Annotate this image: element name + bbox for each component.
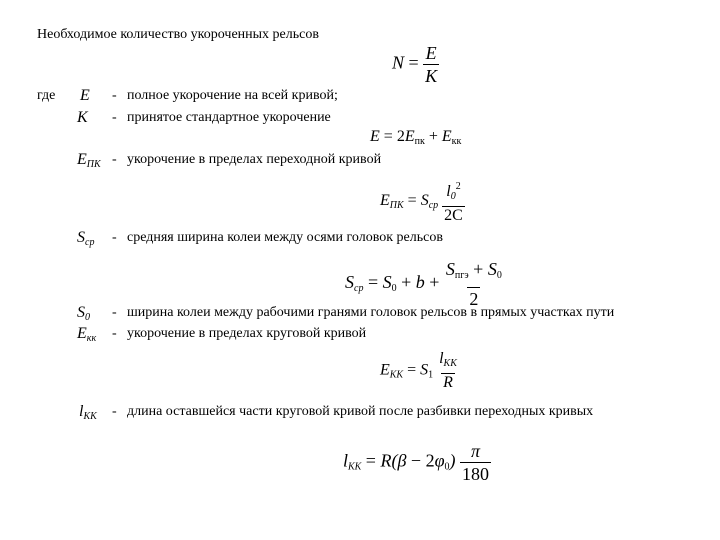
formula-ssr-numerator bbox=[444, 258, 504, 287]
formula-ekk-s: S bbox=[420, 361, 429, 379]
formula-lkk-phi-sub: 0 bbox=[444, 461, 450, 473]
formula-n-denominator: K bbox=[425, 66, 438, 86]
def-epk-letter: E bbox=[77, 151, 87, 168]
def-k-text: принятое стандартное укорочение bbox=[127, 110, 331, 125]
def-epk-text: укорочение в пределах переходной кривой bbox=[127, 152, 382, 167]
formula-lkk-eq: = bbox=[365, 450, 376, 471]
formula-ssr-eq: = bbox=[367, 272, 379, 293]
formula-epk-eq: = bbox=[407, 192, 417, 210]
formula-e-total-lhs: E bbox=[370, 128, 380, 145]
formula-epk bbox=[380, 178, 465, 225]
formula-ssr-num-a-sub: пгэ bbox=[454, 270, 469, 281]
formula-lkk-lhs: l bbox=[343, 450, 349, 471]
formula-ssr bbox=[345, 258, 504, 310]
formula-e-total-term2-sub: кк bbox=[451, 136, 462, 147]
formula-epk-lhs-sub: ПК bbox=[389, 200, 404, 212]
formula-e-total-eq: = bbox=[383, 128, 393, 145]
def-s0-text: ширина колеи между рабочими гранями головок рельсов в прямых участках пути bbox=[127, 305, 615, 320]
formula-e-total-coef: 2 bbox=[396, 128, 405, 145]
formula-ssr-s0-sub: 0 bbox=[391, 283, 397, 295]
formula-ekk-eq: = bbox=[407, 361, 417, 379]
formula-epk-fraction bbox=[442, 178, 465, 225]
formula-lkk-minus: − bbox=[410, 450, 422, 471]
formula-ssr-denominator: 2 bbox=[469, 289, 479, 309]
formula-epk-denominator: 2C bbox=[444, 207, 463, 224]
formula-lkk-numerator: π bbox=[471, 441, 481, 461]
def-ekk-text: укорочение в пределах круговой кривой bbox=[127, 326, 367, 341]
formula-ssr-num-a: S bbox=[445, 259, 455, 279]
formula-epk-s: S bbox=[420, 192, 429, 210]
formula-epk-num-sub: 0 bbox=[450, 191, 456, 202]
def-e-symbol: E bbox=[80, 87, 90, 104]
formula-ssr-b: b bbox=[415, 272, 425, 293]
formula-epk-lhs: E bbox=[380, 192, 390, 210]
formula-lkk-fraction bbox=[460, 440, 491, 485]
def-k-symbol: K bbox=[77, 109, 88, 126]
section-title: Необходимое количество укороченных рельсов bbox=[37, 27, 319, 42]
formula-ekk-fraction bbox=[437, 350, 459, 392]
def-ssr-symbol bbox=[77, 229, 94, 252]
formula-lkk-denominator: 180 bbox=[462, 464, 490, 484]
formula-ekk-s-sub: 1 bbox=[428, 369, 434, 381]
def-lkk-letter: l bbox=[79, 403, 84, 420]
def-s0-dash: - bbox=[112, 305, 117, 320]
formula-lkk-beta: β bbox=[397, 450, 407, 471]
formula-epk-s-sub: ср bbox=[428, 200, 439, 212]
formula-ssr-s0: S bbox=[382, 272, 392, 293]
def-lkk-text: длина оставшейся части круговой кривой после разбивки переходных кривых bbox=[127, 404, 594, 419]
formula-ssr-num-b: S bbox=[487, 259, 497, 279]
def-ekk-dash: - bbox=[112, 326, 117, 341]
def-ekk-symbol bbox=[77, 325, 96, 348]
def-s0-symbol bbox=[77, 304, 90, 327]
formula-ssr-lhs: S bbox=[345, 272, 354, 293]
formula-n-eq: = bbox=[408, 52, 419, 73]
formula-ssr-lhs-sub: ср bbox=[354, 283, 364, 295]
formula-e-total-term1-sub: пк bbox=[414, 136, 425, 147]
def-ssr-letter: S bbox=[77, 229, 85, 246]
def-epk-sub: ПК bbox=[86, 159, 101, 170]
formula-lkk-lhs-sub: КК bbox=[348, 461, 362, 473]
formula-ekk-num-l: l bbox=[439, 350, 444, 367]
formula-ssr-fraction bbox=[444, 258, 504, 310]
def-epk-symbol bbox=[77, 151, 101, 174]
formula-n-lhs: N bbox=[392, 52, 405, 73]
formula-epk-num-sup: 2 bbox=[455, 181, 461, 192]
formula-lkk-two: 2 bbox=[425, 450, 435, 471]
formula-n-numerator: E bbox=[425, 43, 437, 63]
where-label: где bbox=[37, 88, 56, 103]
formula-ekk-lhs: E bbox=[380, 361, 390, 379]
def-lkk-dash: - bbox=[112, 404, 117, 419]
def-ekk-letter: E bbox=[77, 325, 87, 342]
def-ssr-text: средняя ширина колеи между осями головок рельсов bbox=[127, 230, 443, 245]
def-k-dash: - bbox=[112, 110, 117, 125]
formula-epk-numerator bbox=[444, 178, 462, 206]
formula-ssr-plus2: + bbox=[429, 272, 440, 293]
formula-ekk-denominator: R bbox=[443, 374, 453, 391]
def-e-dash: - bbox=[112, 88, 117, 103]
def-e-text: полное укорочение на всей кривой; bbox=[127, 88, 338, 103]
def-ssr-sub: ср bbox=[85, 237, 95, 248]
formula-ssr-num-b-sub: 0 bbox=[496, 270, 502, 281]
formula-epk-num-l: l bbox=[446, 183, 451, 200]
def-lkk-sub: КК bbox=[83, 411, 97, 422]
formula-ssr-plus1: + bbox=[401, 272, 412, 293]
formula-lkk bbox=[343, 440, 491, 485]
formula-lkk-phi: φ bbox=[434, 450, 445, 471]
formula-e-total bbox=[370, 128, 461, 151]
formula-ekk bbox=[380, 350, 459, 392]
formula-lkk-close: ) bbox=[449, 450, 456, 471]
formula-ekk-numerator bbox=[437, 350, 459, 373]
formula-e-total-term2: E bbox=[441, 128, 452, 145]
formula-ekk-num-sub: КК bbox=[443, 358, 457, 369]
formula-e-total-plus: + bbox=[428, 128, 438, 145]
def-ekk-sub: кк bbox=[86, 333, 97, 344]
formula-n-fraction bbox=[423, 42, 439, 87]
def-s0-letter: S bbox=[77, 304, 85, 321]
formula-ekk-lhs-sub: КК bbox=[389, 369, 404, 381]
def-ssr-dash: - bbox=[112, 230, 117, 245]
formula-ssr-num-plus: + bbox=[473, 259, 484, 279]
formula-n bbox=[392, 42, 439, 87]
formula-e-total-term1: E bbox=[404, 128, 415, 145]
def-s0-sub: 0 bbox=[85, 312, 90, 323]
def-epk-dash: - bbox=[112, 152, 117, 167]
def-lkk-symbol bbox=[79, 403, 97, 426]
formula-lkk-r: R( bbox=[380, 450, 398, 471]
